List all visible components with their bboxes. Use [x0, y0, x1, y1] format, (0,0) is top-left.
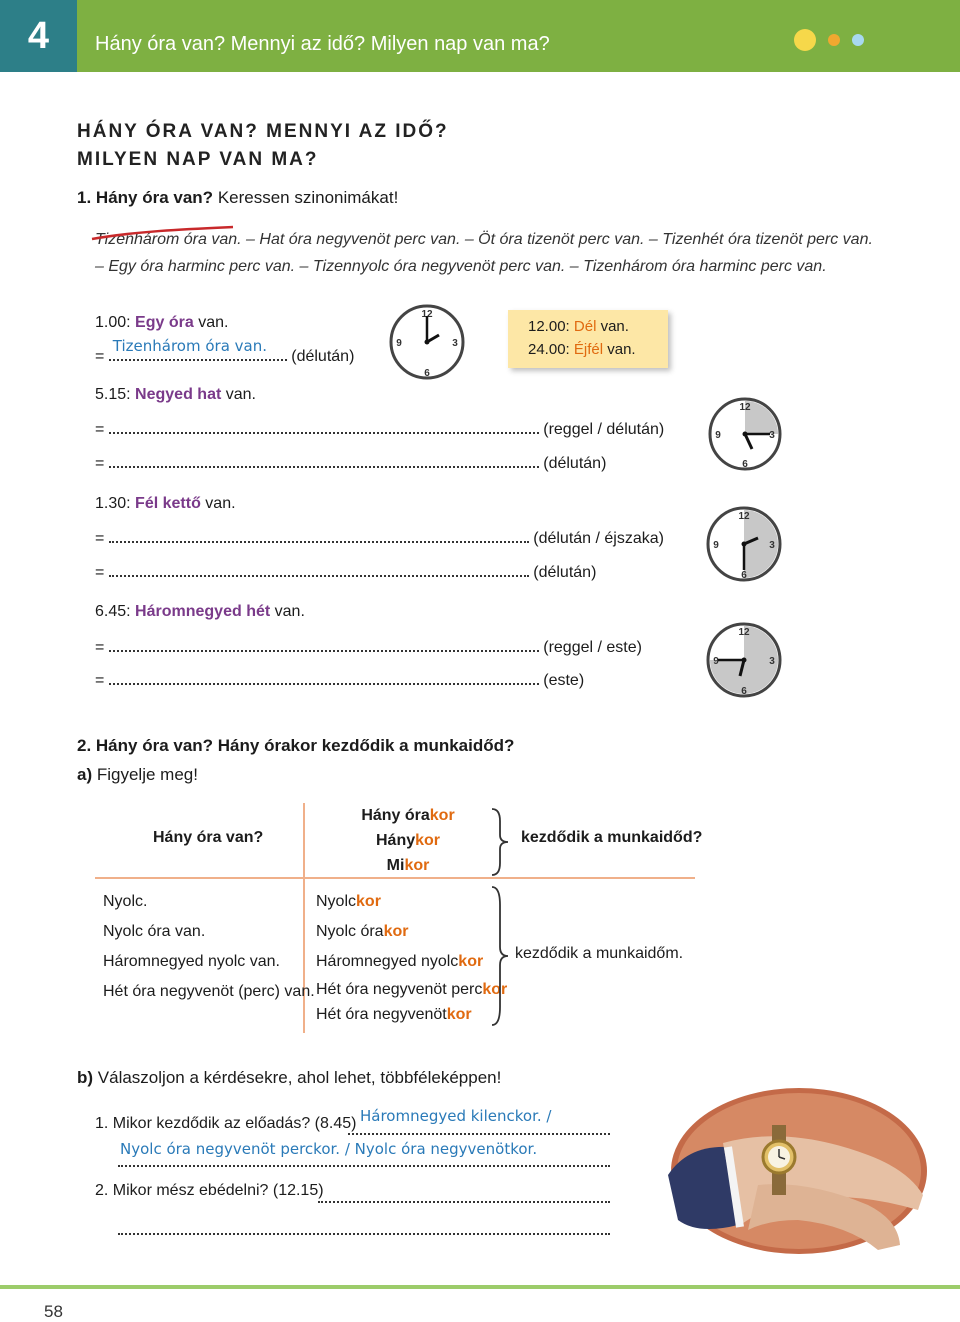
time-suffix: van. — [225, 386, 256, 403]
svg-text:9: 9 — [713, 656, 719, 667]
strike-through-mark — [88, 225, 238, 245]
section-title-line2: MILYEN NAP VAN MA? — [77, 149, 319, 170]
exercise-2a-heading — [77, 765, 198, 785]
time-item-3-answer-1[interactable] — [95, 529, 664, 548]
svg-text:3: 3 — [769, 430, 775, 441]
time-suffix: van. — [274, 603, 305, 620]
time-item-2-answer-2[interactable] — [95, 454, 606, 473]
col3-row: kezdődik a munkaidőm. — [515, 945, 684, 962]
footer-bar — [0, 1285, 960, 1289]
note-suffix: van. — [607, 341, 636, 358]
question-1 — [95, 1115, 356, 1133]
brace-icon-rows — [488, 885, 510, 1027]
answer-blank[interactable] — [109, 337, 287, 361]
time-value: 1.00: — [95, 314, 131, 331]
page-number: 58 — [44, 1302, 63, 1321]
time-of-day-note: (délután / éjszaka) — [533, 530, 664, 547]
answer-blank-q2-line2[interactable] — [118, 1221, 610, 1235]
exercise-1-question: Hány óra van? — [95, 188, 214, 207]
question-label: 1. Mikor kezdődik az előadás? (8.45) — [95, 1115, 357, 1132]
table-row: Nyolc óra van. — [103, 923, 206, 940]
svg-text:9: 9 — [396, 338, 402, 349]
time-of-day-note: (délután) — [543, 455, 607, 472]
table-row: Háromnegyed nyolckor — [316, 953, 484, 970]
clock-icon-1-00 — [387, 302, 467, 382]
time-item-1-label — [95, 314, 228, 332]
time-item-4-answer-2[interactable] — [95, 671, 584, 690]
col2-header-line: Hány órakor — [361, 807, 455, 824]
col3-header: kezdődik a munkaidőd? — [521, 829, 703, 846]
time-value: 1.30: — [95, 495, 131, 512]
decor-dot-orange — [828, 34, 840, 46]
equals-sign: = — [95, 564, 105, 581]
equals-sign: = — [95, 348, 105, 365]
equals-sign: = — [95, 639, 105, 656]
part-text: Figyelje meg! — [96, 765, 198, 784]
part-letter: a) — [77, 765, 93, 784]
time-of-day-note: (délután) — [291, 348, 355, 365]
time-suffix: van. — [198, 314, 229, 331]
brace-icon-header — [488, 807, 510, 877]
note-line-2 — [528, 341, 636, 358]
note-word: Éjfél — [573, 341, 604, 358]
table-row: Nyolc. — [103, 893, 148, 910]
time-value: 6.45: — [95, 603, 131, 620]
col1-header: Hány óra van? — [153, 829, 264, 846]
time-phrase: Fél kettő — [135, 495, 201, 512]
answer-blank[interactable] — [109, 563, 529, 577]
note-line-1 — [528, 318, 629, 335]
time-item-3-answer-2[interactable] — [95, 563, 596, 582]
handwritten-answer: Tizenhárom óra van. — [112, 337, 268, 355]
note-time: 12.00: — [528, 318, 570, 335]
equals-sign: = — [95, 421, 105, 438]
time-item-4-answer-1[interactable] — [95, 638, 642, 657]
time-phrase: Háromnegyed hét — [135, 603, 271, 620]
note-box — [508, 310, 668, 368]
svg-text:12: 12 — [739, 402, 751, 413]
exercise-1-options-line2: – Egy óra harminc perc van. – Tizennyolc óra negyvenöt perc van. – Tizenhárom óra harminc perc van. — [95, 258, 827, 275]
col1-rows — [103, 887, 315, 1007]
svg-text:6: 6 — [742, 459, 748, 470]
svg-text:6: 6 — [741, 570, 747, 581]
time-of-day-note: (este) — [543, 672, 585, 689]
answer-blank-q2-line1[interactable] — [318, 1189, 610, 1203]
table-row: Hét óra negyvenöt perckor — [316, 981, 508, 998]
answer-blank[interactable] — [109, 638, 539, 652]
time-of-day-note: (délután) — [533, 564, 597, 581]
chapter-number: 4 — [0, 0, 77, 72]
question-2 — [95, 1182, 324, 1200]
time-value: 5.15: — [95, 386, 131, 403]
handwritten-answer-q1-line2: Nyolc óra negyvenöt perckor. / Nyolc óra negyvenötkor. — [120, 1140, 538, 1158]
clock-icon-6-45 — [704, 620, 784, 700]
answer-blank[interactable] — [109, 454, 539, 468]
equals-sign: = — [95, 455, 105, 472]
chapter-title: Hány óra van? Mennyi az idő? Milyen nap van ma? — [95, 33, 550, 55]
col2-header — [318, 803, 498, 878]
time-phrase: Egy óra — [135, 314, 194, 331]
note-word: Dél — [573, 318, 597, 335]
exercise-1-instruction: Keressen szinonimákat! — [217, 188, 399, 207]
answer-blank[interactable] — [109, 420, 539, 434]
exercise-2b-heading — [77, 1068, 501, 1088]
section-title — [77, 118, 449, 174]
svg-text:9: 9 — [713, 540, 719, 551]
svg-text:3: 3 — [769, 540, 775, 551]
svg-text:12: 12 — [738, 627, 750, 638]
note-suffix: van. — [600, 318, 629, 335]
time-item-3-label — [95, 495, 236, 513]
time-item-2-label — [95, 386, 256, 404]
exercise-1-number: 1. — [77, 188, 92, 207]
svg-text:3: 3 — [769, 656, 775, 667]
col2-header-line: Hánykor — [375, 832, 441, 849]
exercise-2-title: 2. Hány óra van? Hány órakor kezdődik a munkaidőd? — [77, 736, 515, 755]
table-row: Hét óra negyvenöt (perc) van. — [103, 983, 315, 1000]
equals-sign: = — [95, 672, 105, 689]
clock-icon-5-15 — [706, 395, 784, 473]
svg-text:12: 12 — [738, 511, 750, 522]
wristwatch-photo — [668, 1085, 930, 1257]
exercise-1-options-line1: Tizenhárom óra van. – Hat óra negyvenöt perc van. – Öt óra tizenöt perc van. – Tizenhét óra tizenöt perc van. — [95, 231, 873, 248]
time-item-4-label — [95, 603, 305, 621]
equals-sign: = — [95, 530, 105, 547]
svg-text:12: 12 — [421, 309, 433, 320]
clock-icon-1-30 — [704, 504, 784, 584]
svg-text:3: 3 — [452, 338, 458, 349]
col2-header-line: Mikor — [386, 857, 430, 874]
table-row: Háromnegyed nyolc van. — [103, 953, 280, 970]
table-row: Hét óra negyvenötkor — [316, 1006, 472, 1023]
answer-blank[interactable] — [109, 671, 539, 685]
note-time: 24.00: — [528, 341, 570, 358]
svg-text:9: 9 — [715, 430, 721, 441]
answer-blank[interactable] — [109, 529, 529, 543]
time-of-day-note: (reggel / este) — [543, 639, 642, 656]
svg-text:6: 6 — [424, 368, 430, 379]
part-text: Válaszoljon a kérdésekre, ahol lehet, többféleképpen! — [97, 1068, 502, 1087]
question-label: 2. Mikor mész ebédelni? (12.15) — [95, 1182, 324, 1199]
time-item-2-answer-1[interactable] — [95, 420, 664, 439]
table-row: Nyolc órakor — [316, 923, 409, 940]
part-letter: b) — [77, 1068, 94, 1087]
exercise-1-heading — [77, 188, 398, 208]
time-of-day-note: (reggel / délután) — [543, 421, 665, 438]
time-suffix: van. — [205, 495, 236, 512]
svg-text:6: 6 — [741, 686, 747, 697]
time-item-1-answer-1[interactable] — [95, 337, 355, 366]
table-row: Nyolckor — [316, 893, 381, 910]
decor-dot-blue — [852, 34, 864, 46]
section-title-line1: HÁNY ÓRA VAN? MENNYI AZ IDŐ? — [77, 121, 449, 142]
time-phrase: Negyed hat — [135, 386, 222, 403]
handwritten-answer-q1-line1: Háromnegyed kilenckor. / — [360, 1107, 552, 1125]
decor-dot-yellow — [794, 29, 816, 51]
col2-rows — [316, 887, 507, 1027]
